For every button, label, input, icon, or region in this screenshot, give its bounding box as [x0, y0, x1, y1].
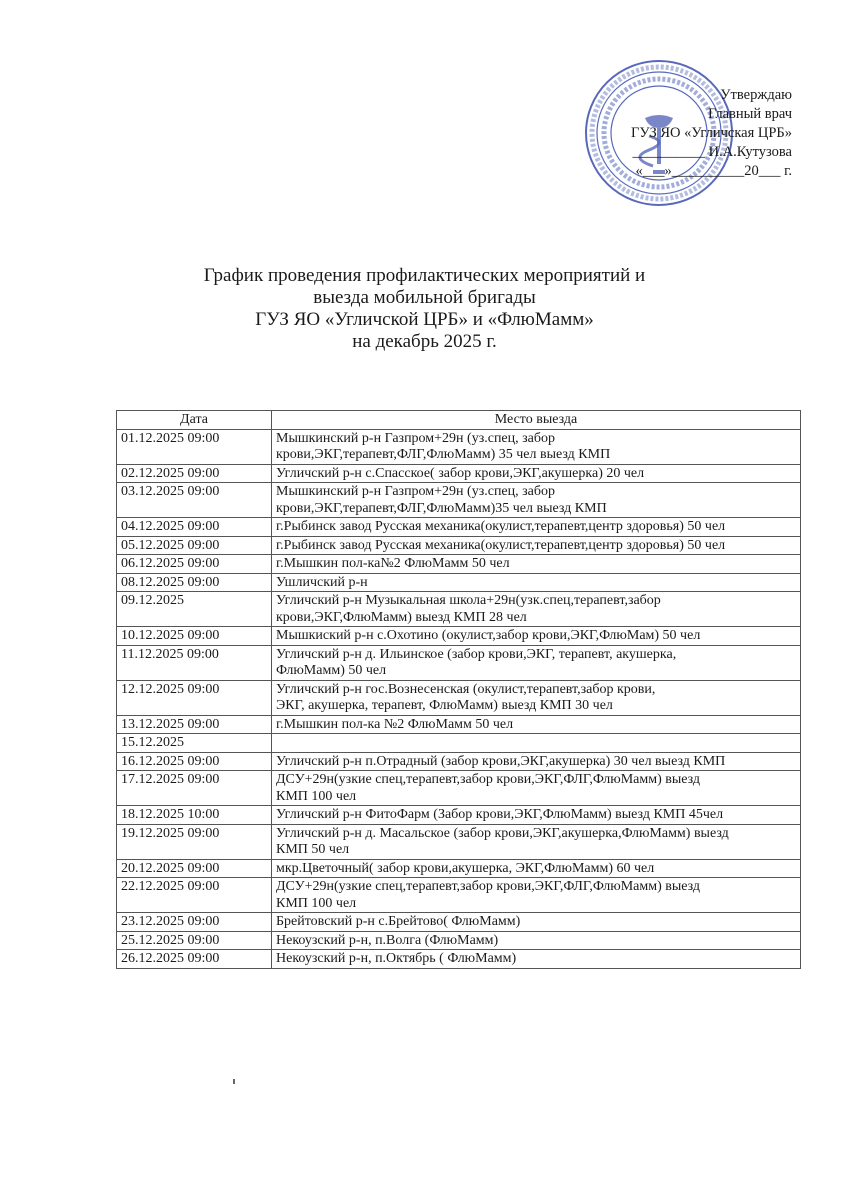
table-row [117, 931, 801, 950]
approval-line-2: Главный врач [708, 106, 792, 122]
cell-place: ДСУ+29н(узкие спец,терапевт,забор крови,ЭКГ,ФЛГ,ФлюМамм) выезд КМП 100 чел [272, 771, 801, 806]
cell-place: Мышкинский р-н Газпром+29н (уз.спец, забор крови,ЭКГ,терапевт,ФЛГ,ФлюМамм)35 чел выезд КМП [272, 483, 801, 518]
cell-place: Угличский р-н гос.Вознесенская (окулист,терапевт,забор крови, ЭКГ, акушерка, терапевт, ФлюМамм) выезд КМП 30 чел [272, 680, 801, 715]
title-line-2: выезда мобильной бригады [313, 287, 536, 308]
cell-place [272, 734, 801, 753]
table-row [117, 483, 801, 518]
cell-place: г.Мышкин пол-ка №2 ФлюМамм 50 чел [272, 715, 801, 734]
table-row [117, 518, 801, 537]
approval-block [631, 86, 792, 181]
cell-date: 15.12.2025 [117, 734, 272, 753]
table-row [117, 464, 801, 483]
title-line-4: на декабрь 2025 г. [352, 331, 497, 352]
table-header-row [117, 411, 801, 430]
cell-place: Угличский р-н п.Отрадный (забор крови,ЭКГ,акушерка) 30 чел выезд КМП [272, 752, 801, 771]
table-row [117, 859, 801, 878]
cell-place: Ушличский р-н [272, 573, 801, 592]
cell-date: 26.12.2025 09:00 [117, 950, 272, 969]
cell-date: 22.12.2025 09:00 [117, 878, 272, 913]
cell-date: 02.12.2025 09:00 [117, 464, 272, 483]
approval-line-3: ГУЗ ЯО «Угличская ЦРБ» [631, 125, 792, 141]
cell-date: 03.12.2025 09:00 [117, 483, 272, 518]
table-row [117, 429, 801, 464]
cell-date: 13.12.2025 09:00 [117, 715, 272, 734]
cell-date: 05.12.2025 09:00 [117, 536, 272, 555]
header-date: Дата [117, 411, 272, 430]
cell-place: Мышкинский р-н Газпром+29н (уз.спец, забор крови,ЭКГ,терапевт,ФЛГ,ФлюМамм) 35 чел выезд КМП [272, 429, 801, 464]
scan-mark [233, 1079, 235, 1084]
cell-place: Брейтовский р-н с.Брейтово( ФлюМамм) [272, 913, 801, 932]
approval-line-4: __________ И.А.Кутузова [632, 144, 792, 160]
title-line-1: График проведения профилактических мероприятий и [203, 265, 646, 286]
cell-date: 17.12.2025 09:00 [117, 771, 272, 806]
cell-place: г.Рыбинск завод Русская механика(окулист,терапевт,центр здоровья) 50 чел [272, 518, 801, 537]
cell-place: Угличский р-н ФитоФарм (Забор крови,ЭКГ,ФлюМамм) выезд КМП 45чел [272, 806, 801, 825]
table-row [117, 806, 801, 825]
table-row [117, 536, 801, 555]
cell-place: Мышкиский р-н с.Охотино (окулист,забор крови,ЭКГ,ФлюМам) 50 чел [272, 627, 801, 646]
table-row [117, 573, 801, 592]
table-row [117, 592, 801, 627]
cell-date: 19.12.2025 09:00 [117, 824, 272, 859]
table-row [117, 771, 801, 806]
cell-place: Некоузский р-н, п.Волга (ФлюМамм) [272, 931, 801, 950]
cell-date: 16.12.2025 09:00 [117, 752, 272, 771]
cell-date: 12.12.2025 09:00 [117, 680, 272, 715]
cell-date: 18.12.2025 10:00 [117, 806, 272, 825]
cell-place: г.Мышкин пол-ка№2 ФлюМамм 50 чел [272, 555, 801, 574]
table-row [117, 913, 801, 932]
cell-place: Угличский р-н д. Масальское (забор крови,ЭКГ,акушерка,ФлюМамм) выезд КМП 50 чел [272, 824, 801, 859]
cell-place: мкр.Цветочный( забор крови,акушерка, ЭКГ,ФлюМамм) 60 чел [272, 859, 801, 878]
cell-date: 10.12.2025 09:00 [117, 627, 272, 646]
cell-place: Угличский р-н Музыкальная школа+29н(узк.спец,терапевт,забор крови,ЭКГ,ФлюМамм) выезд КМП 28 чел [272, 592, 801, 627]
table-row [117, 824, 801, 859]
cell-date: 25.12.2025 09:00 [117, 931, 272, 950]
cell-place: Угличский р-н д. Ильинское (забор крови,ЭКГ, терапевт, акушерка, ФлюМамм) 50 чел [272, 645, 801, 680]
cell-place: ДСУ+29н(узкие спец,терапевт,забор крови,ЭКГ,ФЛГ,ФлюМамм) выезд КМП 100 чел [272, 878, 801, 913]
cell-date: 23.12.2025 09:00 [117, 913, 272, 932]
cell-place: Угличский р-н с.Спасское( забор крови,ЭКГ,акушерка) 20 чел [272, 464, 801, 483]
cell-date: 06.12.2025 09:00 [117, 555, 272, 574]
cell-date: 11.12.2025 09:00 [117, 645, 272, 680]
table-row [117, 645, 801, 680]
cell-date: 01.12.2025 09:00 [117, 429, 272, 464]
table-row [117, 627, 801, 646]
table-row [117, 950, 801, 969]
header-place: Место выезда [272, 411, 801, 430]
approval-line-1: Утверждаю [720, 87, 792, 103]
cell-place: г.Рыбинск завод Русская механика(окулист,терапевт,центр здоровья) 50 чел [272, 536, 801, 555]
table-row [117, 555, 801, 574]
cell-date: 08.12.2025 09:00 [117, 573, 272, 592]
approval-line-5: «___»__________20___ г. [635, 163, 792, 179]
table-row [117, 715, 801, 734]
cell-place: Некоузский р-н, п.Октябрь ( ФлюМамм) [272, 950, 801, 969]
cell-date: 09.12.2025 [117, 592, 272, 627]
document-title [0, 265, 849, 353]
title-line-3: ГУЗ ЯО «Угличской ЦРБ» и «ФлюМамм» [255, 309, 594, 330]
schedule-table [116, 410, 801, 969]
table-row [117, 734, 801, 753]
cell-date: 20.12.2025 09:00 [117, 859, 272, 878]
table-row [117, 878, 801, 913]
cell-date: 04.12.2025 09:00 [117, 518, 272, 537]
table-row [117, 680, 801, 715]
table-row [117, 752, 801, 771]
